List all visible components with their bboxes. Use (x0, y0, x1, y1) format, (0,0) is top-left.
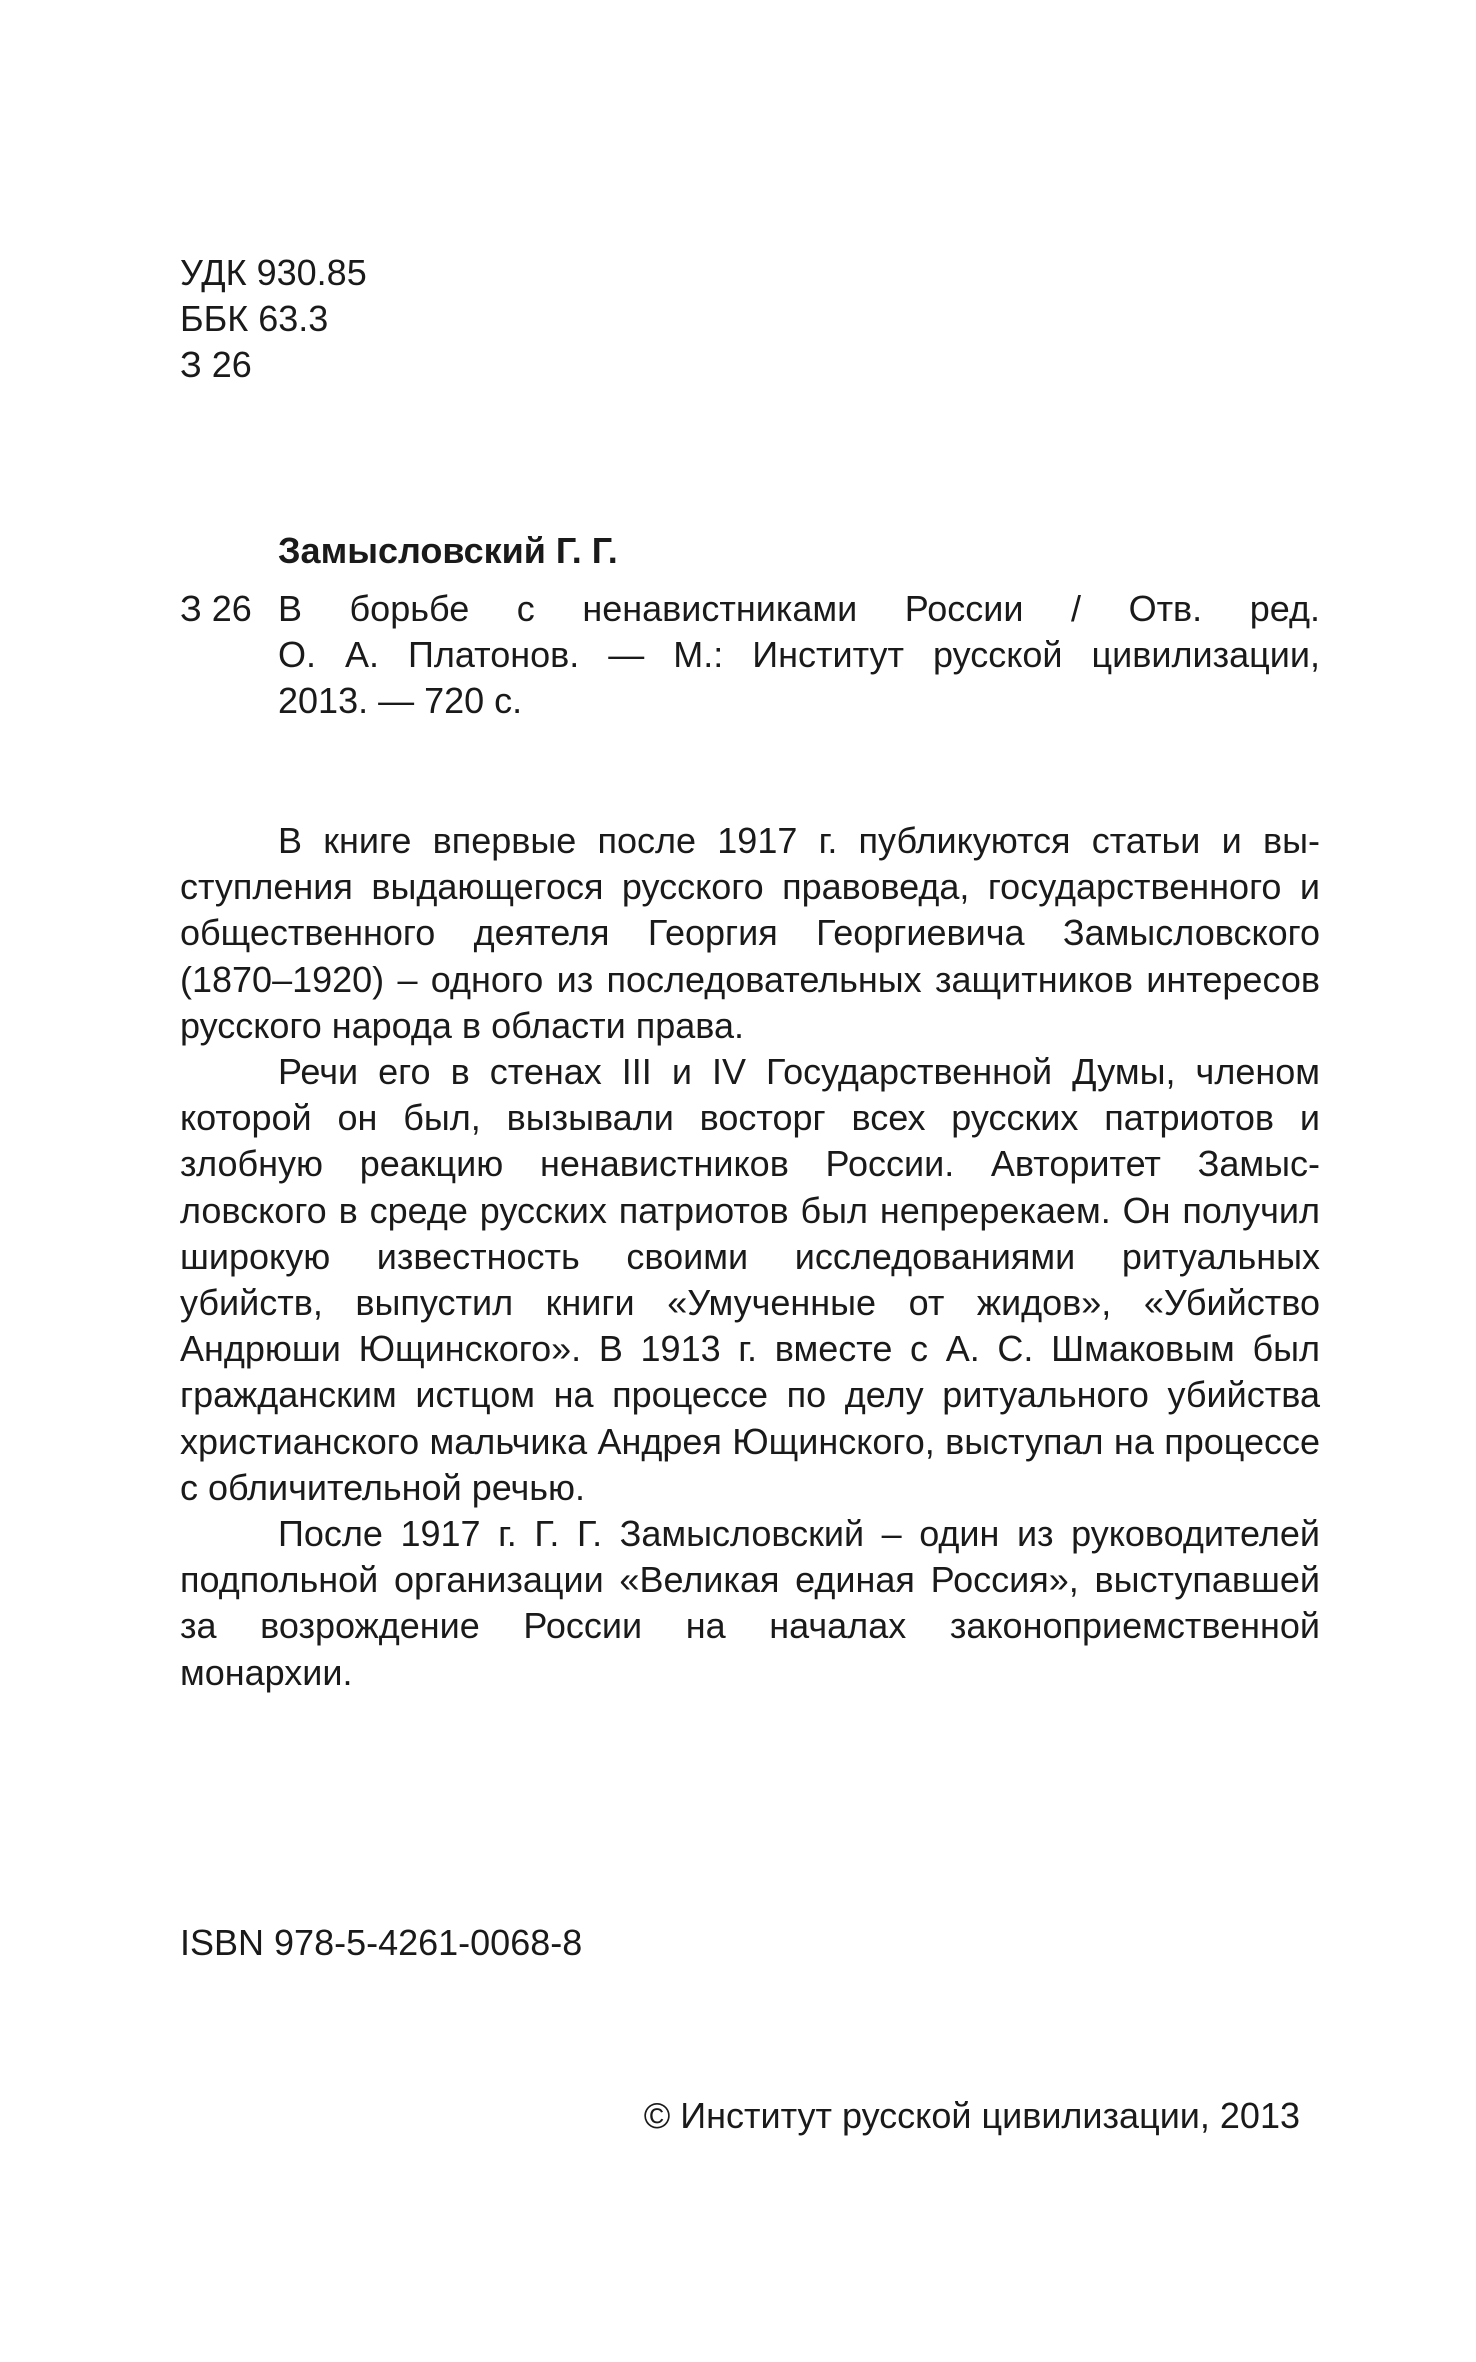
annotation-paragraph: В книге впервые после 1917 г. публикуются статьи и выступления выдающегося русского правоведа, государственного и общественного деятеля Георгия Георгиевича Замысловского (1870–1920) – одного из последовательных защитников интересов русского народа в области права. (180, 820, 1320, 1046)
citation-author-mark: З 26 (180, 588, 252, 629)
author-mark: З 26 (180, 344, 252, 385)
copyright-notice: © Институт русской цивилизации, 2013 (643, 2095, 1300, 2136)
annotation (180, 818, 1320, 1696)
citation-line: 2013. — 720 с. (278, 680, 523, 721)
annotation-paragraph: После 1917 г. Г. Г. Замысловский – один из руководителей подпольной организации «Великая единая Россия», выступавшей за возрождение России на началах законоприемственной монархии. (180, 1513, 1320, 1693)
annotation-paragraph: Речи его в стенах III и IV Государственной Думы, членом которой он был, вызывали восторг всех русских патриотов и злобную реакцию ненавистников России. Авторитет Замысловского в среде русских патриотов был непререкаем. Он получил широкую известность своими исследованиями ритуальных убийств, выпустил книги «Умученные от жидов», «Убийство Андрюши Ющинского». В 1913 г. вместе с А. С. Шмаковым был гражданским истцом на процессе по делу ритуального убийства христианского мальчика Андрея Ющинского, выступал на процессе с обличительной речью. (180, 1051, 1320, 1508)
isbn: ISBN 978-5-4261-0068-8 (180, 1922, 583, 1963)
citation-line: О. А. Платонов. — М.: Институт русской цивилизации, (278, 634, 1320, 675)
udk-code: УДК 930.85 (180, 252, 367, 293)
citation-text (278, 586, 1320, 724)
author-name: Замысловский Г. Г. (278, 530, 618, 571)
citation-line: В борьбе с ненавистниками России / Отв. ред. (278, 588, 1320, 629)
bbk-code: ББК 63.3 (180, 298, 329, 339)
classification-codes (180, 250, 367, 388)
